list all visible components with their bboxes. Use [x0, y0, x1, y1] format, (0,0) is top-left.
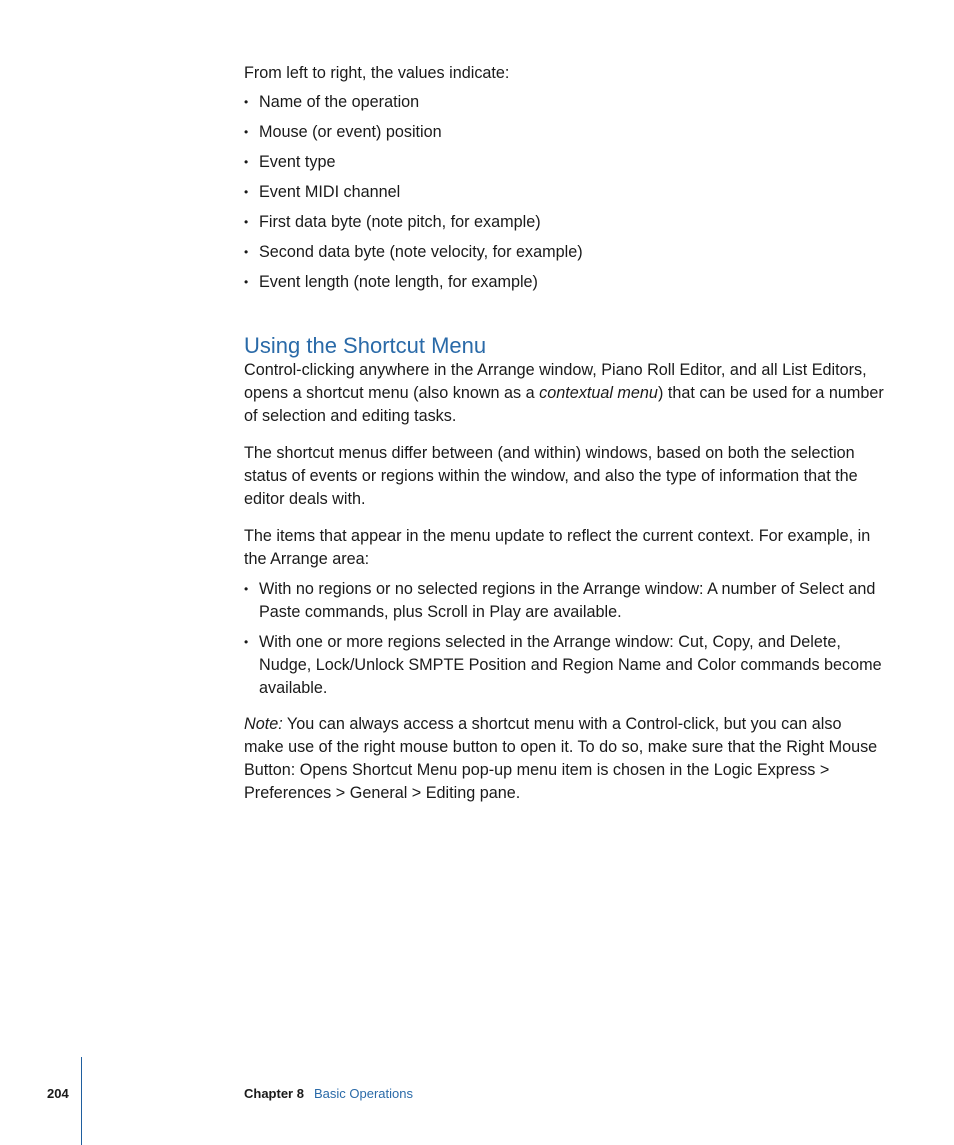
paragraph-items-update: The items that appear in the menu update to reflect the current context. For example, in the Arrange area: — [244, 527, 871, 568]
values-list — [244, 91, 884, 294]
para1-start: Control-clicking anywhere in the Arrange window, Piano Roll Editor, and all List Editors, opens a shortcut menu (also known as a — [244, 361, 867, 402]
note-text: You can always access a shortcut menu with a Control-click, but you can also make use of the right mouse button to open it. To do so, make sure that the Right Mouse Button: Opens Shortcut Menu pop-up menu item is chosen in the Logic Express > Preferences > General > Editing pane. — [244, 715, 878, 802]
page-number: 204 — [47, 1086, 69, 1101]
para1-italic: contextual menu — [539, 384, 658, 402]
chapter-label: Chapter 8 — [244, 1086, 304, 1101]
list-item: • With one or more regions selected in the Arrange window: Cut, Copy, and Delete, Nudge, Lock/Unlock SMPTE Position and Region Name and Color commands become available. — [244, 631, 884, 700]
paragraph-shortcut-intro — [244, 359, 884, 428]
para1-end: ) that can be used for a number of selection and editing tasks. — [244, 384, 884, 425]
footer-chapter — [244, 1086, 413, 1101]
list-item: • Event MIDI channel — [244, 181, 884, 204]
list-item: • Event type — [244, 151, 884, 174]
intro-text: From left to right, the values indicate: — [244, 64, 510, 82]
list-item: • Mouse (or event) position — [244, 121, 884, 144]
chapter-title: Basic Operations — [313, 1086, 413, 1101]
context-list — [244, 578, 884, 700]
list-item: • First data byte (note pitch, for example) — [244, 211, 884, 234]
list-item: • With no regions or no selected regions in the Arrange window: A number of Select and Paste commands, plus Scroll in Play are available. — [244, 578, 884, 624]
section-heading: Using the Shortcut Menu — [244, 333, 487, 358]
list-item: • Second data byte (note velocity, for example) — [244, 241, 884, 264]
note-label: Note: — [244, 715, 283, 733]
footer-divider — [81, 1057, 82, 1145]
paragraph-menus-differ: The shortcut menus differ between (and within) windows, based on both the selection status of events or regions within the window, and also the type of information that the editor deals with. — [244, 444, 858, 508]
list-item: • Name of the operation — [244, 91, 884, 114]
page-content — [244, 62, 884, 805]
note-paragraph — [244, 713, 884, 805]
list-item: • Event length (note length, for example) — [244, 271, 884, 294]
